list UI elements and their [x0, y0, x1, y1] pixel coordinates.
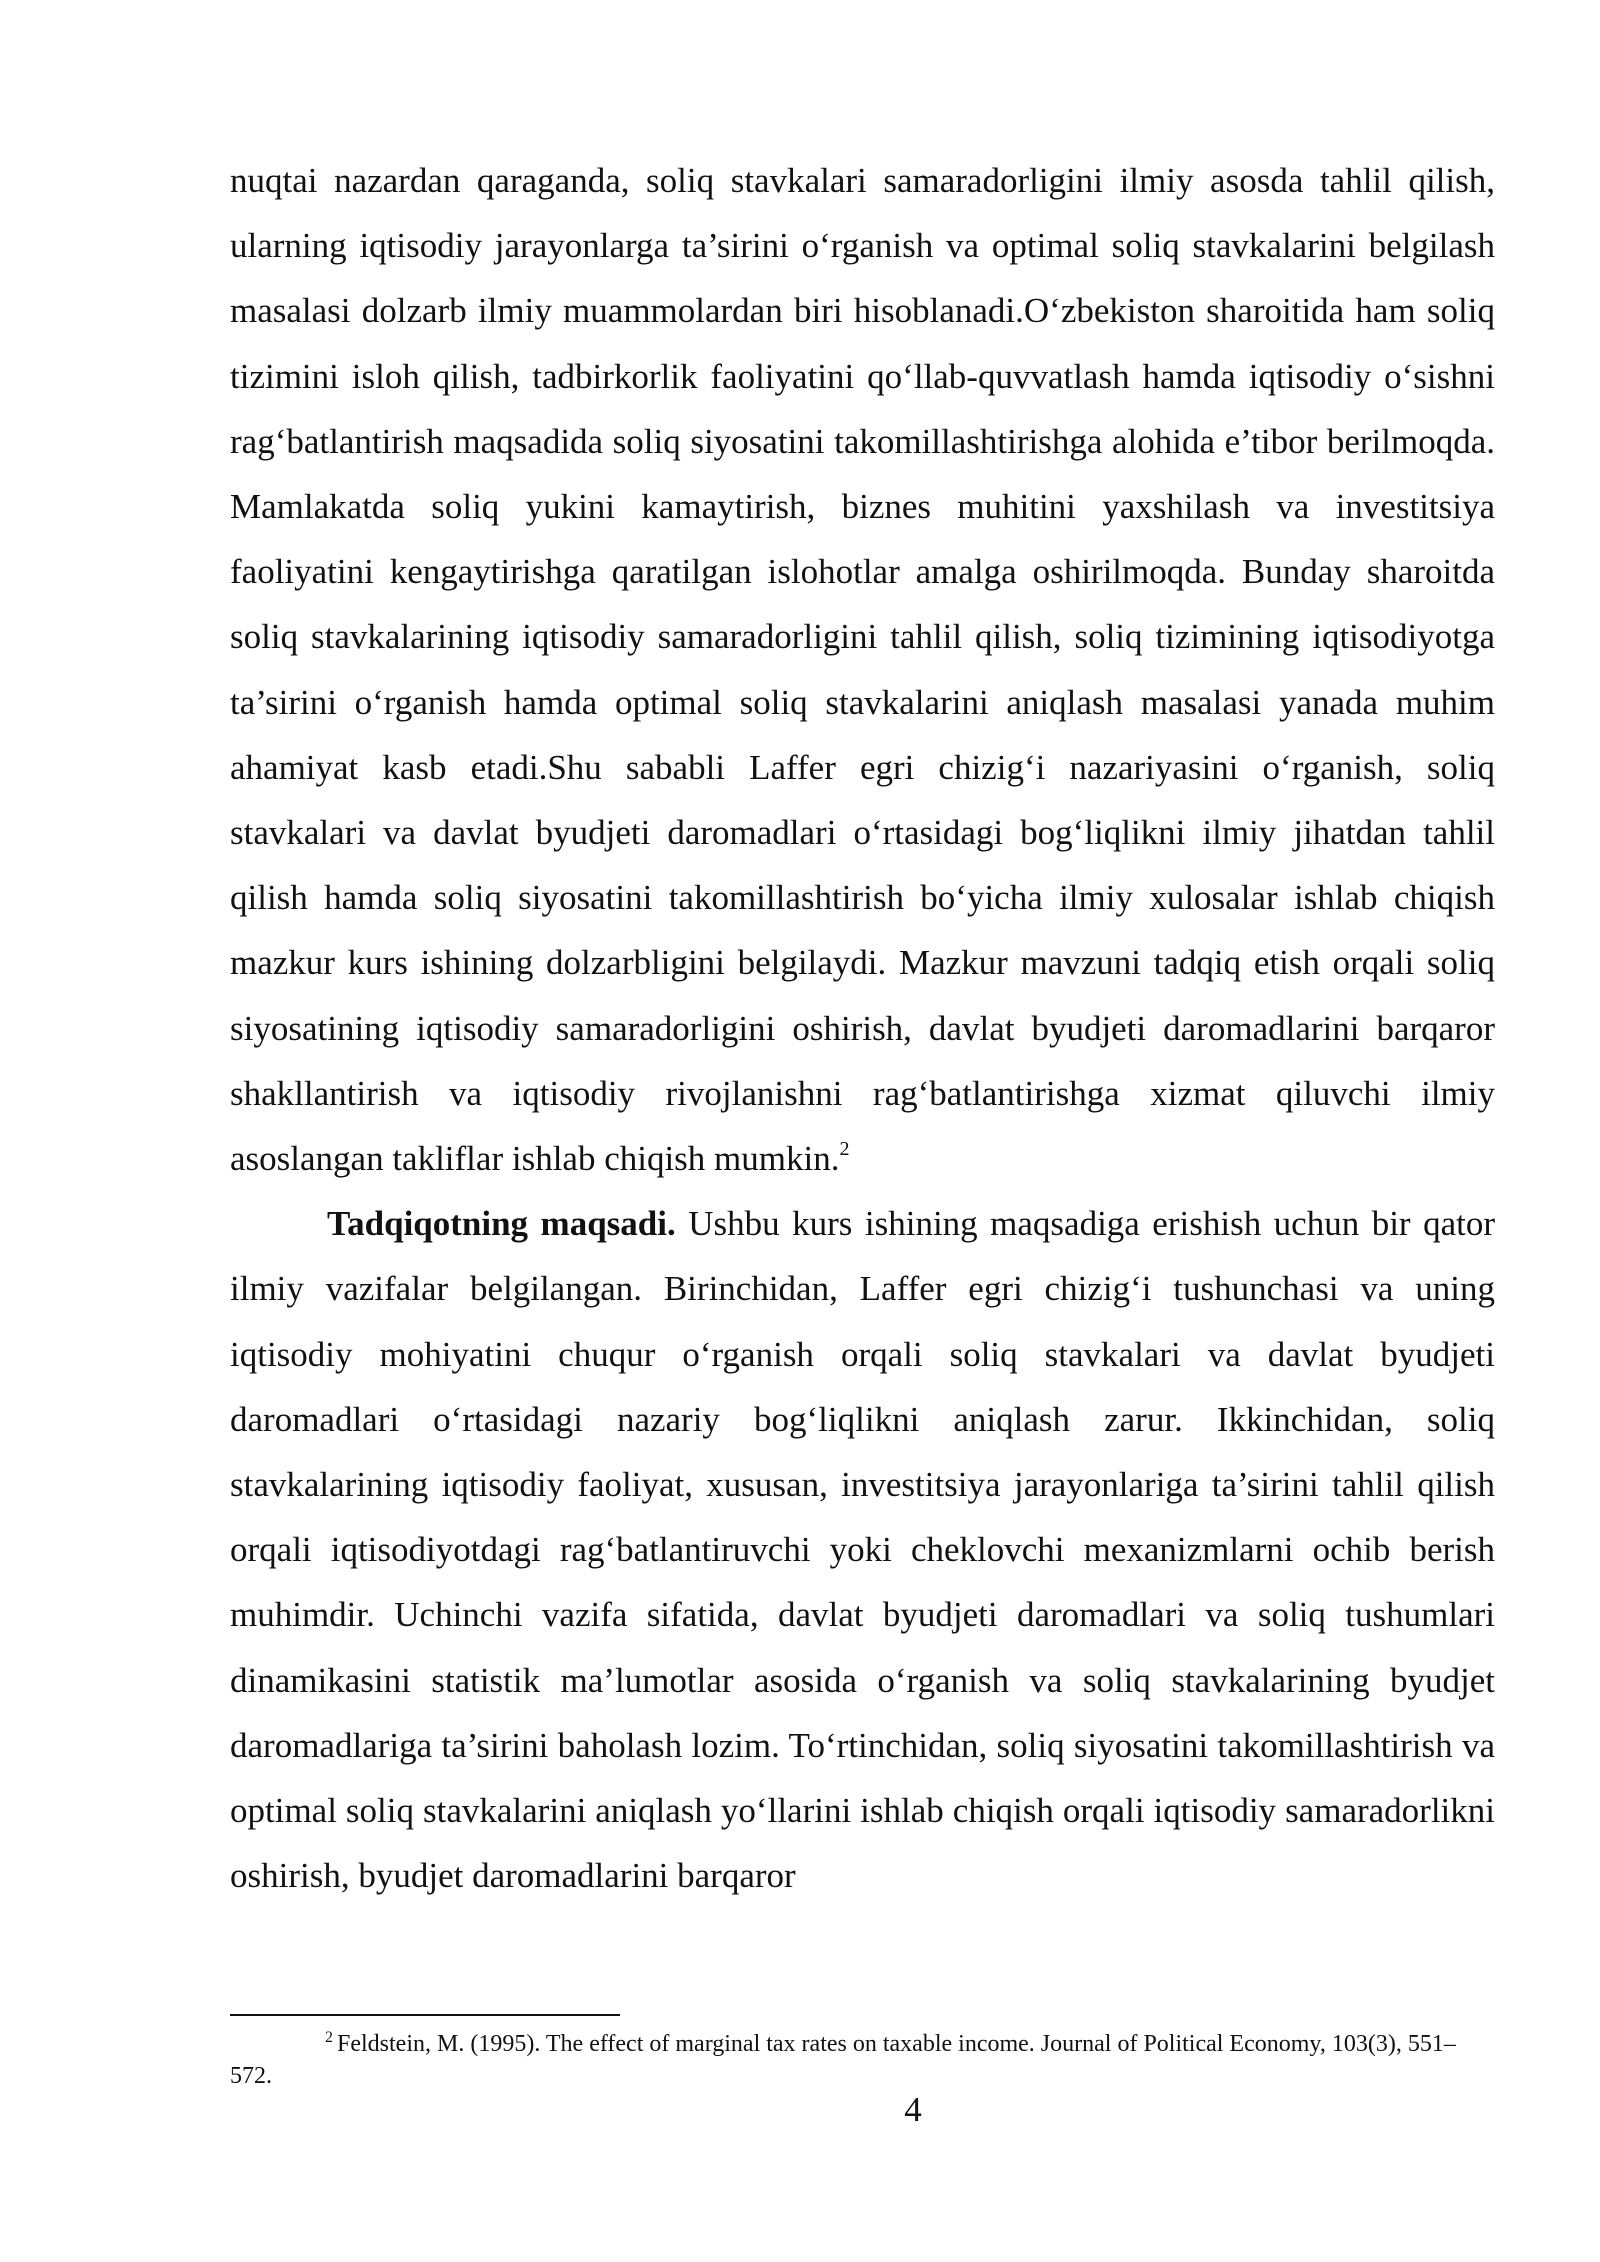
paragraph-2-text: Ushbu kurs ishining maqsadiga erishish uchun bir qator ilmiy vazifalar belgilangan. Birinchidan, Laffer egri chizig‘i tushunchasi va uning iqtisodiy mohiyatini chuqur o‘rganish orqali soliq stavkalari va davlat byudjeti daromadlari o‘rtasidagi nazariy bog‘liqlikni aniqlash zarur. Ikkinchidan, soliq stavkalarining iqtisodiy faoliyat, xususan, investitsiya jarayonlariga ta’sirini tahlil qilish orqali iqtisodiyotdagi rag‘batlantiruvchi yoki cheklovchi mexanizmlarni ochib berish muhimdir. Uchinchi vazifa sifatida, davlat byudjeti daromadlari va soliq tushumlari dinamikasini statistik ma’lumotlar asosida o‘rganish va soliq stavkalarining byudjet daromadlariga ta’sirini baholash lozim. To‘rtinchidan, soliq siyosatini takomillashtirish va optimal soliq stavkalarini aniqlash yo‘llarini ishlab chiqish orqali iqtisodiy samaradorlikni oshirish, byudjet daromadlarini barqaror — [230, 1204, 1495, 1896]
paragraph-2 — [230, 1191, 1495, 1908]
page-number: 4 — [904, 2090, 922, 2129]
paragraph-1-text: nuqtai nazardan qaraganda, soliq stavkalari samaradorligini ilmiy asosda tahlil qilish, ularning iqtisodiy jarayonlarga ta’sirini o‘rganish va optimal soliq stavkalarini belgilash masalasi dolzarb ilmiy muammolardan biri hisoblanadi.O‘zbekiston sharoitida ham soliq tizimini isloh qilish, tadbirkorlik faoliyatini qo‘llab-quvvatlash hamda iqtisodiy o‘sishni rag‘batlantirish maqsadida soliq siyosatini takomillashtirishga alohida e’tibor berilmoqda. Mamlakatda soliq yukini kamaytirish, biznes muhitini yaxshilash va investitsiya faoliyatini kengaytirishga qaratilgan islohotlar amalga oshirilmoqda. Bunday sharoitda soliq stavkalarining iqtisodiy samaradorligini tahlil qilish, soliq tizimining iqtisodiyotga ta’sirini o‘rganish hamda optimal soliq stavkalarini aniqlash masalasi yanada muhim ahamiyat kasb etadi.Shu sababli Laffer egri chizig‘i nazariyasini o‘rganish, soliq stavkalari va davlat byudjeti daromadlari o‘rtasidagi bog‘liqlikni ilmiy jihatdan tahlil qilish hamda soliq siyosatini takomillashtirish bo‘yicha ilmiy xulosalar ishlab chiqish mazkur kurs ishining dolzarbligini belgilaydi. Mazkur mavzuni tadqiq etish orqali soliq siyosatining iqtisodiy samaradorligini oshirish, davlat byudjeti daromadlarini barqaror shakllantirish va iqtisodiy rivojlanishni rag‘batlantirishga xizmat qiluvchi ilmiy asoslangan takliflar ishlab chiqish mumkin. — [230, 161, 1495, 1179]
body-text — [230, 148, 1495, 1908]
footnote-separator — [230, 2014, 620, 2016]
footnote-text: Feldstein, M. (1995). The effect of marginal tax rates on taxable income. Journal of Political Economy, 103(3), 551–572. — [230, 2031, 1456, 2089]
footnote: 2 Feldstein, M. (1995). The effect of marginal tax rates on taxable income. Journal of Political Economy, 103(3), 551–572. — [230, 2029, 1456, 2089]
paragraph-2-heading: Tadqiqotning maqsadi. — [327, 1204, 676, 1244]
paragraph-1 — [230, 148, 1495, 1191]
footnote-reference: 2 — [839, 1138, 850, 1161]
